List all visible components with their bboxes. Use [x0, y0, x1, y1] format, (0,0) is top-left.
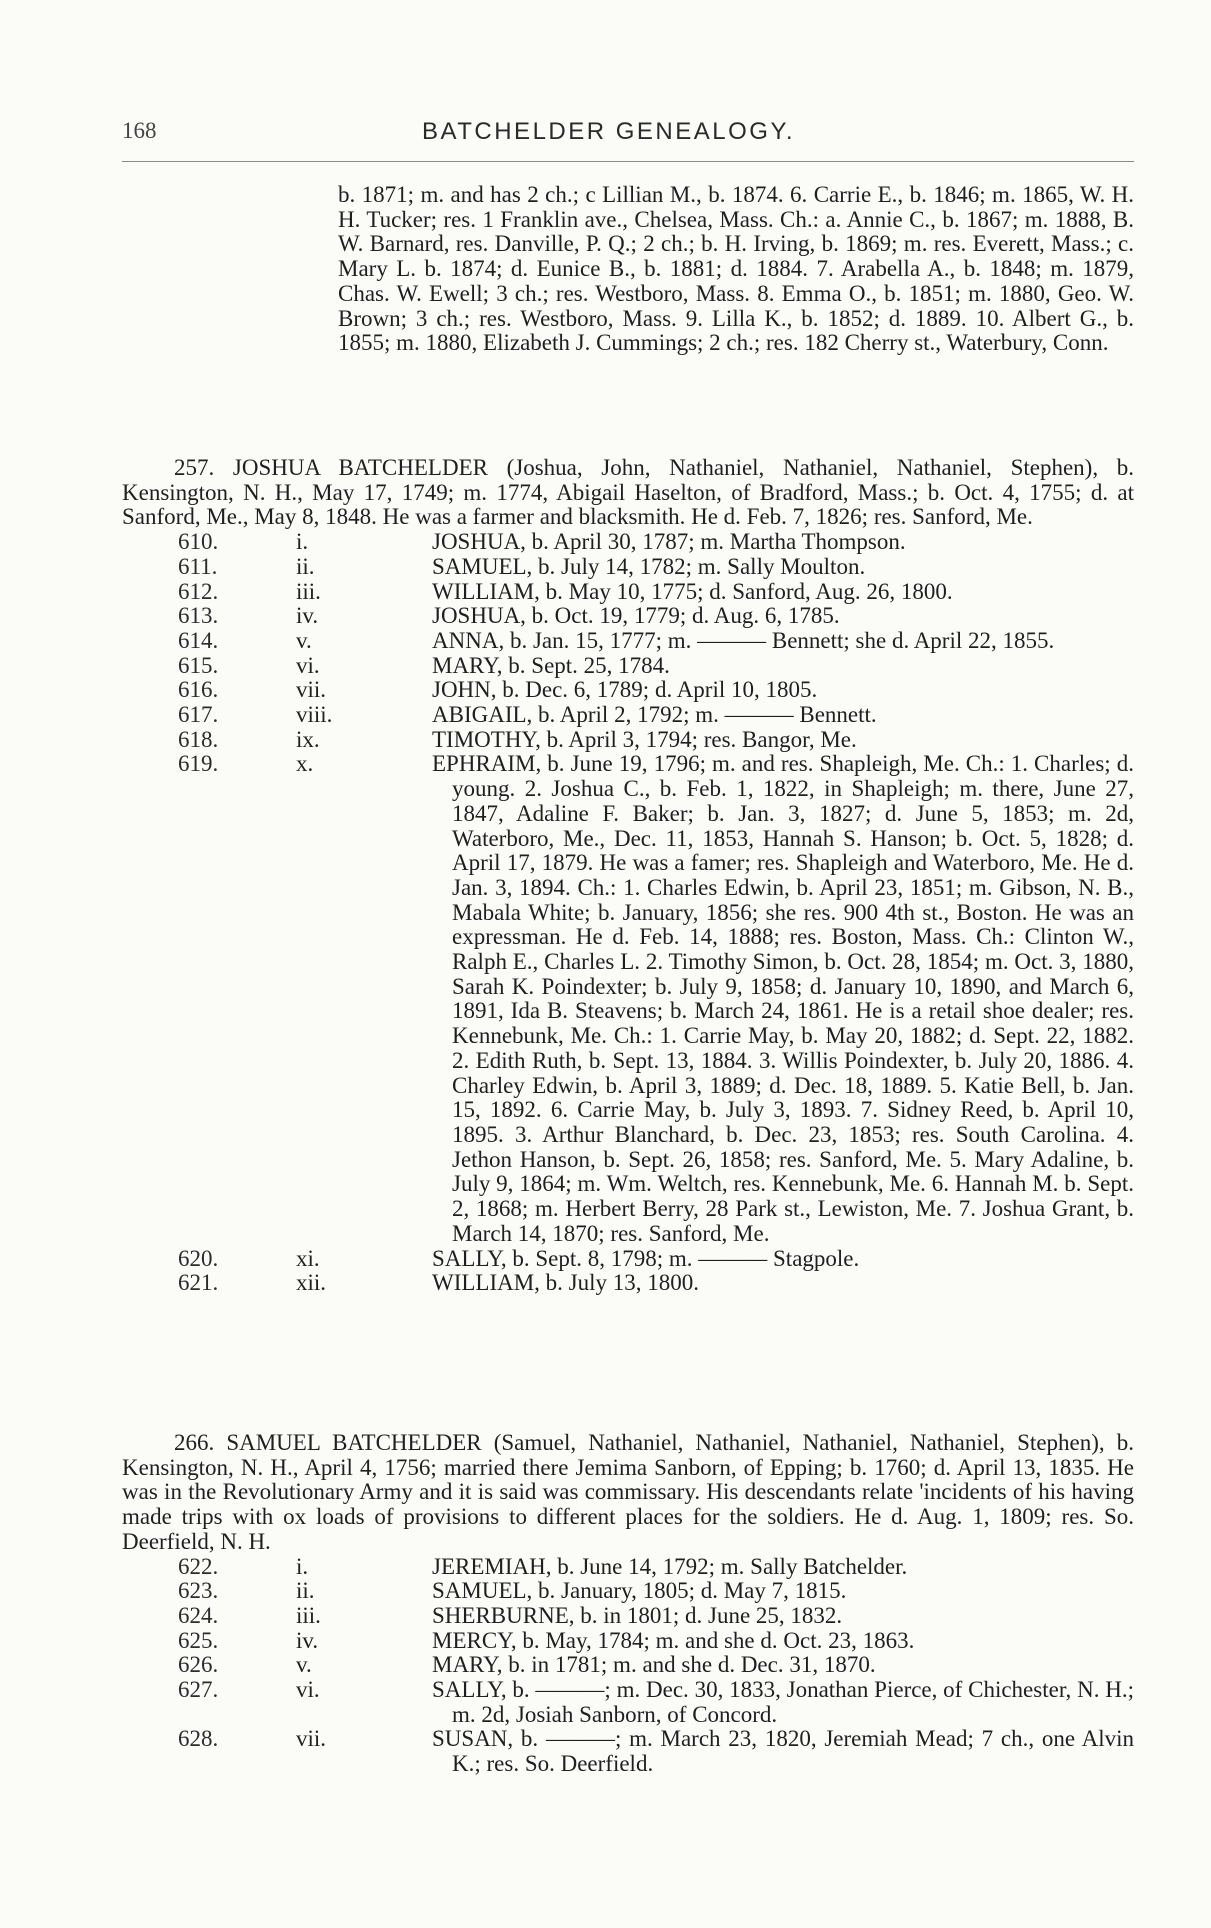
child-number: 628.: [178, 1726, 219, 1752]
child-text-body: JOSHUA, b. Oct. 19, 1779; d. Aug. 6, 1785.: [432, 603, 840, 629]
child-text: [432, 1247, 1134, 1272]
header-rule: [122, 161, 1134, 162]
child-roman-numeral: iv.: [296, 1627, 319, 1653]
child-text-body: EPHRAIM, b. June 19, 1796; m. and res. Shapleigh, Me. Ch.: 1. Charles; d. young. 2. Joshua C., b. Feb. 1, 1822, in Shapleigh; m. there, June 27, 1847, Adaline F. Baker; b. Jan. 3, 1827; d. June 5, 1853; m. 2d, Waterboro, Me., Dec. 11, 1853, Hannah S. Hanson; b. Oct. 5, 1828; d. April 17, 1879. He was a famer; res. Shapleigh and Waterboro, Me. He d. Jan. 3, 1894. Ch.: 1. Charles Edwin, b. April 23, 1851; m. Gibson, N. B., Mabala White; b. January, 1856; she res. 900 4th st., Boston. He was an expressman. He d. Feb. 14, 1888; res. Boston, Mass. Ch.: Clinton W., Ralph E., Charles L. 2. Timothy Simon, b. Oct. 28, 1854; m. Oct. 3, 1880, Sarah K. Poindexter; b. July 9, 1858; d. January 10, 1890, and March 6, 1891, Ida B. Steavens; b. March 24, 1861. He is a retail shoe dealer; res. Kennebunk, Me. Ch.: 1. Carrie May, b. May 20, 1882; d. Sept. 22, 1882. 2. Edith Ruth, b. Sept. 13, 1884. 3. Willis Poindexter, b. July 20, 1886. 4. Charley Edwin, b. April 3, 1889; d. Dec. 18, 1889. 5. Katie Bell, b. Jan. 15, 1892. 6. Carrie May, b. July 3, 1893. 7. Sidney Reed, b. April 10, 1895. 3. Arthur Blanchard, b. Dec. 23, 1853; res. South Carolina. 4. Jethon Hanson, b. Sept. 26, 1858; res. Sanford, Me. 5. Mary Adaline, b. July 9, 1864; m. Wm. Weltch, res. Kennebunk, Me. 6. Hannah M. b. Sept. 2, 1868; m. Herbert Berry, 28 Park st., Lewiston, Me. 7. Joshua Grant, b. March 14, 1870; res. Sanford, Me.: [432, 751, 1134, 1246]
child-roman-numeral: ii.: [296, 1578, 315, 1604]
child-entry: [122, 752, 1134, 1246]
child-number: 611.: [178, 553, 218, 579]
child-entry: [122, 728, 1134, 753]
page-number: 168: [122, 118, 157, 143]
child-text-body: MERCY, b. May, 1784; m. and she d. Oct. 23, 1863.: [432, 1627, 915, 1653]
child-number: 619.: [178, 751, 219, 777]
child-entry: [122, 1271, 1134, 1296]
child-text-body: SHERBURNE, b. in 1801; d. June 25, 1832.: [432, 1602, 843, 1628]
child-entry: [122, 1555, 1134, 1580]
child-text: [432, 1727, 1134, 1776]
child-entry: [122, 654, 1134, 679]
child-number: 617.: [178, 702, 219, 728]
child-text-body: SUSAN, b. ———; m. March 23, 1820, Jeremiah Mead; 7 ch., one Alvin K.; res. So. Deerfield.: [432, 1726, 1134, 1777]
child-number: 626.: [178, 1652, 219, 1678]
child-text-body: ANNA, b. Jan. 15, 1777; m. ——— Bennett; she d. April 22, 1855.: [432, 627, 1055, 653]
children-list: [122, 1555, 1134, 1777]
child-roman-numeral: xi.: [296, 1245, 320, 1271]
child-number: 621.: [178, 1270, 219, 1296]
child-text: [432, 1604, 1134, 1629]
child-number: 610.: [178, 529, 219, 555]
child-number: 625.: [178, 1627, 219, 1653]
child-roman-numeral: vi.: [296, 1677, 320, 1703]
child-entry: [122, 1629, 1134, 1654]
child-text: [432, 580, 1134, 605]
child-text-body: MARY, b. in 1781; m. and she d. Dec. 31, 1870.: [432, 1652, 876, 1678]
child-roman-numeral: i.: [296, 529, 309, 555]
child-number: 623.: [178, 1578, 219, 1604]
child-number: 614.: [178, 627, 219, 653]
child-roman-numeral: ii.: [296, 553, 315, 579]
child-text: [432, 678, 1134, 703]
child-roman-numeral: v.: [296, 627, 312, 653]
child-number: 620.: [178, 1245, 219, 1271]
child-text-body: WILLIAM, b. May 10, 1775; d. Sanford, Aug. 26, 1800.: [432, 578, 953, 604]
child-text-body: JOHN, b. Dec. 6, 1789; d. April 10, 1805.: [432, 677, 818, 703]
child-entry: [122, 1604, 1134, 1629]
child-number: 622.: [178, 1553, 219, 1579]
page-header: [122, 118, 1134, 148]
continuation-paragraph: b. 1871; m. and has 2 ch.; c Lillian M., b. 1874. 6. Carrie E., b. 1846; m. 1865, W. H. H. Tucker; res. 1 Franklin ave., Chelsea, Mass. Ch.: a. Annie C., b. 1867; m. 1888, B. W. Barnard, res. Danville, P. Q.; 2 ch.; b. H. Irving, b. 1869; m. res. Everett, Mass.; c. Mary L. b. 1874; d. Eunice B., b. 1881; d. 1884. 7. Arabella A., b. 1848; m. 1879, Chas. W. Ewell; 3 ch.; res. Westboro, Mass. 8. Emma O., b. 1851; m. 1880, Geo. W. Brown; 3 ch.; res. Westboro, Mass. 9. Lilla K., b. 1852; d. 1889. 10. Albert G., b. 1855; m. 1880, Elizabeth J. Cummings; 2 ch.; res. 182 Cherry st., Waterbury, Conn.: [338, 182, 1134, 356]
child-entry: [122, 678, 1134, 703]
entry-266: [122, 1431, 1134, 1777]
child-text-body: SAMUEL, b. July 14, 1782; m. Sally Moulton.: [432, 553, 866, 579]
child-roman-numeral: iii.: [296, 1602, 321, 1628]
child-entry: [122, 1678, 1134, 1727]
child-text: [432, 752, 1134, 1246]
child-text: [432, 1555, 1134, 1580]
children-list: [122, 530, 1134, 1296]
child-entry: [122, 580, 1134, 605]
child-roman-numeral: xii.: [296, 1270, 327, 1296]
child-text: [432, 555, 1134, 580]
child-number: 618.: [178, 726, 219, 752]
child-number: 612.: [178, 578, 219, 604]
child-roman-numeral: iii.: [296, 578, 321, 604]
child-entry: [122, 1247, 1134, 1272]
child-roman-numeral: iv.: [296, 603, 319, 629]
child-text-body: SALLY, b. Sept. 8, 1798; m. ——— Stagpole.: [432, 1245, 860, 1271]
child-entry: [122, 530, 1134, 555]
child-text: [432, 1678, 1134, 1727]
child-text-body: SALLY, b. ———; m. Dec. 30, 1833, Jonathan Pierce, of Chichester, N. H.; m. 2d, Josiah Sanborn, of Concord.: [432, 1677, 1134, 1727]
child-text: [432, 728, 1134, 753]
child-text: [432, 604, 1134, 629]
entry-intro: 266. SAMUEL BATCHELDER (Samuel, Nathaniel, Nathaniel, Nathaniel, Nathaniel, Stephen), b. Kensington, N. H., April 4, 1756; married there Jemima Sanborn, of Epping; b. 1760; d. April 13, 1835. He was in the Revolutionary Army and it is said was commissary. His descendants relate 'incidents of his having made trips with ox loads of provisions to different places for the soldiers. He d. Aug. 1, 1809; res. So. Deerfield, N. H.: [122, 1430, 1134, 1554]
child-entry: [122, 703, 1134, 728]
child-text-body: WILLIAM, b. July 13, 1800.: [432, 1270, 700, 1296]
child-number: 613.: [178, 603, 219, 629]
child-text: [432, 1271, 1134, 1296]
child-roman-numeral: viii.: [296, 702, 333, 728]
child-number: 616.: [178, 677, 219, 703]
child-entry: [122, 1653, 1134, 1678]
child-text: [432, 703, 1134, 728]
child-roman-numeral: vi.: [296, 652, 320, 678]
child-text: [432, 1579, 1134, 1604]
child-text-body: JEREMIAH, b. June 14, 1792; m. Sally Batchelder.: [432, 1553, 908, 1579]
child-number: 615.: [178, 652, 219, 678]
child-entry: [122, 629, 1134, 654]
child-roman-numeral: i.: [296, 1553, 309, 1579]
child-text-body: MARY, b. Sept. 25, 1784.: [432, 652, 670, 678]
child-text-body: ABIGAIL, b. April 2, 1792; m. ——— Bennett.: [432, 702, 877, 728]
child-roman-numeral: v.: [296, 1652, 312, 1678]
child-entry: [122, 1727, 1134, 1776]
child-roman-numeral: ix.: [296, 726, 320, 752]
entry-intro: 257. JOSHUA BATCHELDER (Joshua, John, Nathaniel, Nathaniel, Nathaniel, Stephen), b. Kensington, N. H., May 17, 1749; m. 1774, Abigail Haselton, of Bradford, Mass.; b. Oct. 4, 1755; d. at Sanford, Me., May 8, 1848. He was a farmer and blacksmith. He d. Feb. 7, 1826; res. Sanford, Me.: [122, 455, 1134, 530]
entry-257: [122, 456, 1134, 1296]
child-text: [432, 530, 1134, 555]
child-text-body: JOSHUA, b. April 30, 1787; m. Martha Thompson.: [432, 529, 906, 555]
child-roman-numeral: x.: [296, 751, 314, 777]
running-title: BATCHELDER GENEALOGY.: [422, 118, 796, 145]
child-entry: [122, 1579, 1134, 1604]
child-text: [432, 654, 1134, 679]
child-text: [432, 1653, 1134, 1678]
child-roman-numeral: vii.: [296, 677, 327, 703]
child-number: 627.: [178, 1677, 219, 1703]
child-text-body: TIMOTHY, b. April 3, 1794; res. Bangor, Me.: [432, 726, 857, 752]
child-entry: [122, 555, 1134, 580]
child-text: [432, 629, 1134, 654]
child-roman-numeral: vii.: [296, 1726, 327, 1752]
child-entry: [122, 604, 1134, 629]
child-text: [432, 1629, 1134, 1654]
child-text-body: SAMUEL, b. January, 1805; d. May 7, 1815.: [432, 1578, 847, 1604]
child-number: 624.: [178, 1602, 219, 1628]
